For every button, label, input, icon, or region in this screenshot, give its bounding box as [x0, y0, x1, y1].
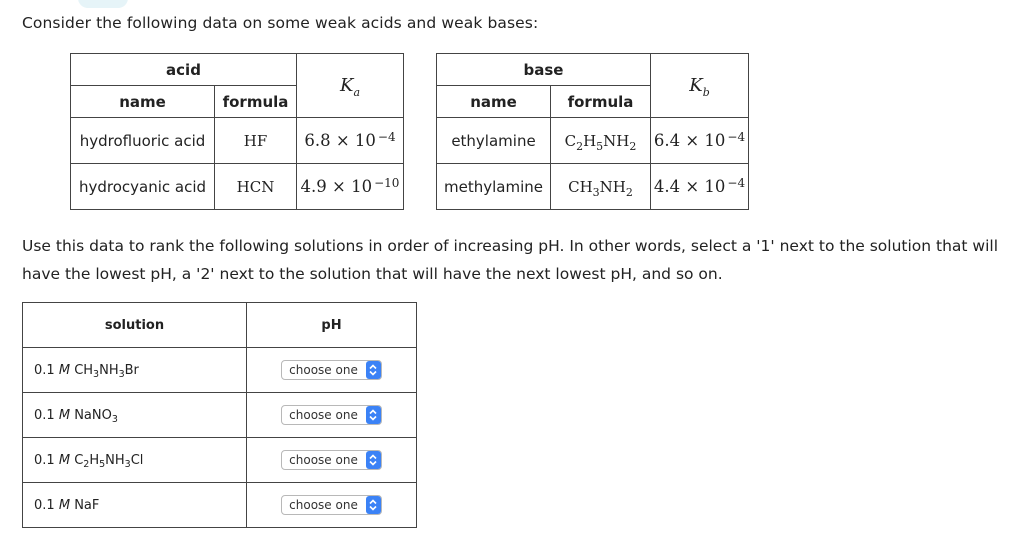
- kb-symbol: $K_b$: [689, 75, 710, 99]
- table-row: [23, 438, 417, 483]
- table-row: [23, 393, 417, 438]
- instructions-text: Use this data to rank the following solutions in order of increasing pH. In other words, select a '1' next to the solution that will have the lowest pH, a '2' next to the solution that will have the next lowest pH, and so on.: [22, 237, 999, 283]
- kb-value: 6.4 × 10 $^{-4}$: [651, 118, 749, 164]
- base-name-header: name: [437, 86, 551, 118]
- table-row: [71, 164, 404, 210]
- base-formula-header: formula: [551, 86, 651, 118]
- acid-name: hydrocyanic acid: [71, 164, 215, 210]
- solution-label: 0.1 M $C_2H_5NH_3Cl$: [23, 438, 247, 483]
- ka-value: 4.9 × 10 $^{-10}$: [297, 164, 404, 210]
- intro-text: Consider the following data on some weak acids and weak bases:: [22, 14, 539, 32]
- base-group-header: base: [437, 54, 651, 86]
- ka-symbol: $K_a$: [339, 75, 360, 99]
- ph-rank-select[interactable]: choose one: [281, 360, 382, 380]
- table-row: [437, 164, 749, 210]
- acid-formula: HF: [215, 118, 297, 164]
- solution-header: solution: [23, 303, 247, 348]
- chevron-updown-icon: [366, 361, 381, 379]
- acid-name-header: name: [71, 86, 215, 118]
- base-name: ethylamine: [437, 118, 551, 164]
- base-table: [436, 53, 749, 210]
- solution-label: 0.1 M NaF: [23, 483, 247, 528]
- kb-value: 4.4 × 10 $^{-4}$: [651, 164, 749, 210]
- rank-table: [22, 302, 417, 528]
- base-formula: $CH_3NH_2$: [551, 164, 651, 210]
- ka-header: [297, 54, 404, 118]
- table-row: [71, 118, 404, 164]
- base-formula: $C_2H_5NH_2$: [551, 118, 651, 164]
- ka-value: 6.8 × 10 $^{-4}$: [297, 118, 404, 164]
- solution-label: 0.1 M NaNO$_3$: [23, 393, 247, 438]
- table-row: [437, 118, 749, 164]
- table-row: [23, 348, 417, 393]
- ph-rank-select[interactable]: choose one: [281, 405, 382, 425]
- acid-group-header: acid: [71, 54, 297, 86]
- kb-header: [651, 54, 749, 118]
- ph-rank-select[interactable]: choose one: [281, 450, 382, 470]
- top-tab-decoration: [78, 0, 128, 8]
- chevron-updown-icon: [366, 496, 381, 514]
- chevron-updown-icon: [366, 451, 381, 469]
- chevron-updown-icon: [366, 406, 381, 424]
- acid-formula: HCN: [215, 164, 297, 210]
- ph-rank-select[interactable]: choose one: [281, 495, 382, 515]
- acid-name: hydrofluoric acid: [71, 118, 215, 164]
- acid-table: [70, 53, 404, 210]
- table-row: [23, 483, 417, 528]
- ph-header: pH: [247, 303, 417, 348]
- acid-formula-header: formula: [215, 86, 297, 118]
- base-name: methylamine: [437, 164, 551, 210]
- solution-label: 0.1 M $CH_3NH_3Br$: [23, 348, 247, 393]
